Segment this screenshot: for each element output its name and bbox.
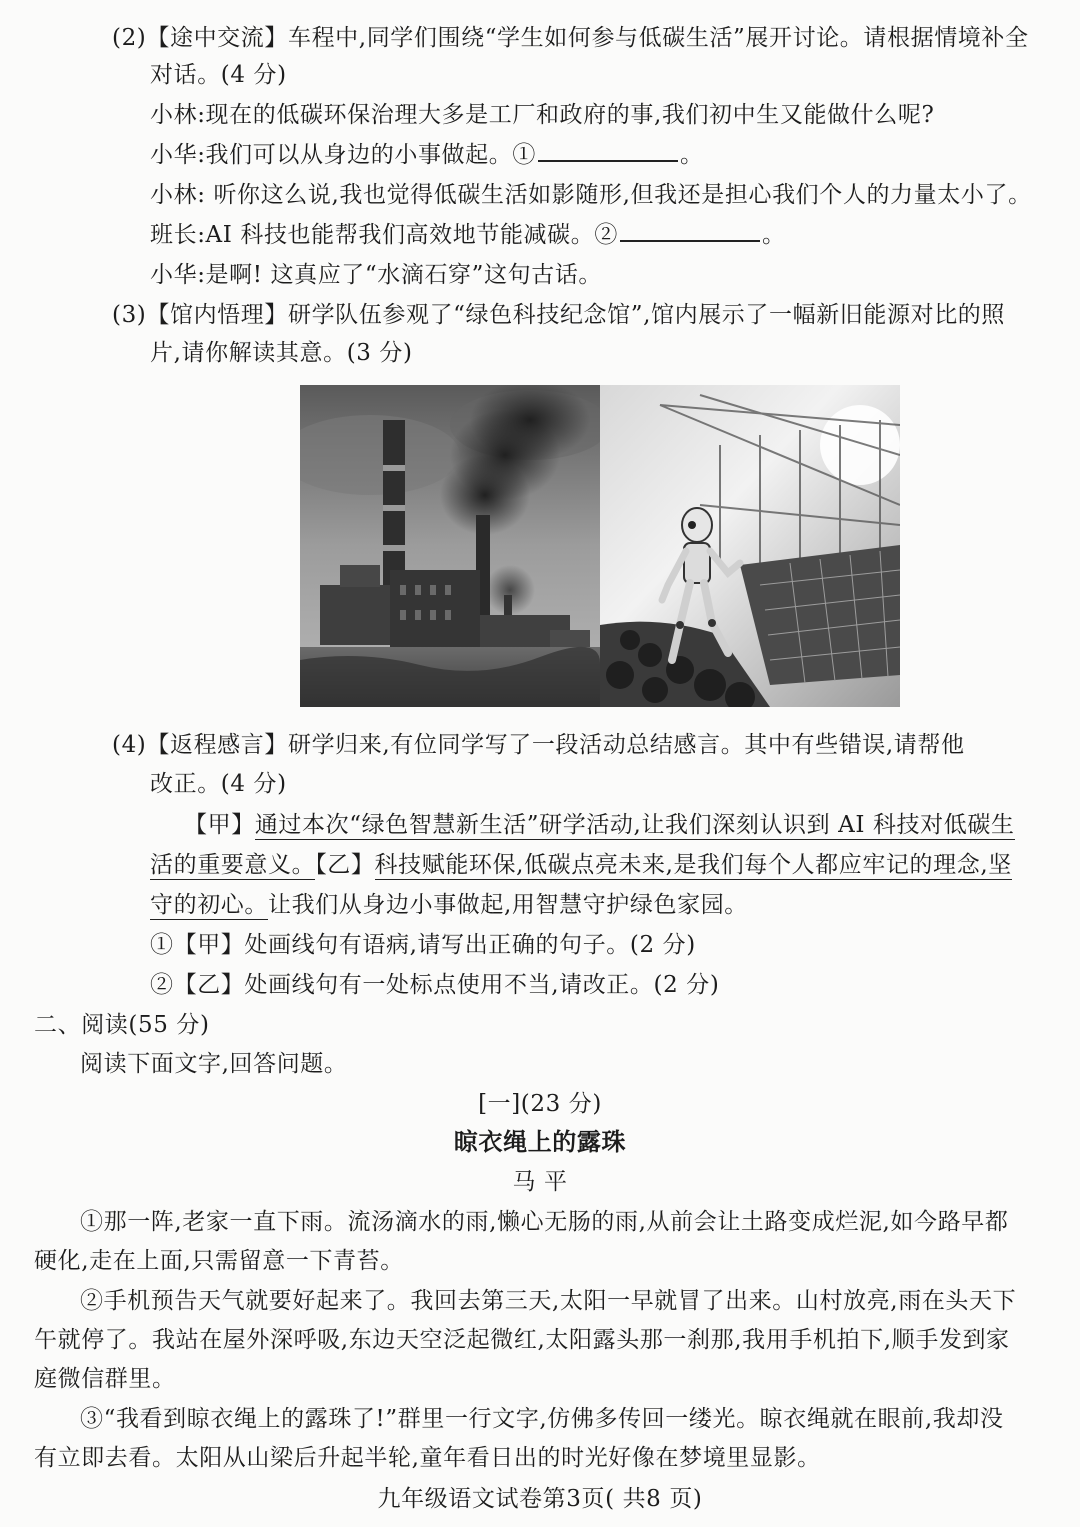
answer-blank-1[interactable] [538,138,678,162]
q4-line-1: (4)【返程感言】研学归来,有位同学写了一段活动总结感言。其中有些错误,请帮他 [112,732,965,758]
reading-intro: 阅读下面文字,回答问题。 [80,1051,348,1077]
factory-scene [300,385,610,707]
q2-line-1: (2)【途中交流】车程中,同学们围绕“学生如何参与低碳生活”展开讨论。请根据情境补全 [112,25,1029,51]
tag-yi: 【乙】 [315,852,375,878]
section-heading: 二、阅读(55 分) [34,1012,210,1038]
article-title: 晾衣绳上的露珠 [453,1127,627,1156]
para-3-line-2: 有立即去看。太阳从山梁后升起半轮,童年看日出的时光好像在梦境里显影。 [34,1445,821,1471]
para-1-line-1: ①那一阵,老家一直下雨。流汤滴水的雨,懒心无肠的雨,从前会让土路变成烂泥,如今路早都 [80,1209,1009,1235]
dialogue-xiaolin-1: 小林:现在的低碳环保治理大多是工厂和政府的事,我们初中生又能做什么呢? [150,102,935,128]
underlined-sentence-jia-cont: 活的重要意义。 [150,852,316,878]
underlined-sentence-jia: 通过本次“绿色智慧新生活”研学活动,让我们深刻认识到 AI 科技对低碳生 [254,812,1015,838]
passage-line-2 [150,848,1012,882]
tag-jia: 【甲】 [184,812,255,838]
passage-line-1 [184,808,1015,842]
para-2-line-1: ②手机预告天气就要好起来了。我回去第三天,太阳一早就冒了出来。山村放亮,雨在头天下 [80,1288,1017,1314]
dialogue-monitor [150,218,786,252]
passage-rest: 让我们从身边小事做起,用智慧守护绿色家园。 [268,892,748,918]
solar-robot-scene [600,385,900,707]
dialogue-monitor-text: 班长:AI 科技也能帮我们高效地节能减碳。② [150,222,618,248]
q4-sub-1: ①【甲】处画线句有语病,请写出正确的句子。(2 分) [150,932,696,958]
dialogue-xiaohua-1-text: 小华:我们可以从身边的小事做起。① [150,142,536,168]
dialogue-xiaolin-2: 小林: 听你这么说,我也觉得低碳生活如影随形,但我还是担心我们个人的力量太小了。 [150,182,1032,208]
q2-line-2: 对话。(4 分) [150,62,287,88]
page-footer: 九年级语文试卷第3页( 共8 页) [377,1486,703,1512]
article-author: 马 平 [512,1169,568,1195]
answer-blank-2[interactable] [620,218,760,242]
q4-sub-2: ②【乙】处画线句有一处标点使用不当,请改正。(2 分) [150,972,720,998]
q3-line-2: 片,请你解读其意。(3 分) [150,340,413,366]
part-label: [一](23 分) [478,1091,602,1117]
para-3-line-1: ③“我看到晾衣绳上的露珠了!”群里一行文字,仿佛多传回一缕光。晾衣绳就在眼前,我却没 [80,1406,1004,1432]
para-2-line-3: 庭微信群里。 [34,1366,176,1392]
q4-line-2: 改正。(4 分) [150,771,287,797]
dialogue-xiaohua-2: 小华:是啊! 这真应了“水滴石穿”这句古话。 [150,262,603,288]
underlined-sentence-yi: 科技赋能环保,低碳点亮未来,是我们每个人都应牢记的理念,坚 [374,852,1012,878]
para-1-line-2: 硬化,走在上面,只需留意一下青苔。 [34,1248,404,1274]
para-2-line-2: 午就停了。我站在屋外深呼吸,东边天空泛起微红,太阳露头那一刹那,我用手机拍下,顺手发到家 [34,1327,1010,1353]
underlined-sentence-yi-cont: 守的初心。 [150,892,268,918]
passage-line-3 [150,888,748,922]
period: 。 [761,222,786,248]
period: 。 [679,142,704,168]
q3-line-1: (3)【馆内悟理】研学队伍参观了“绿色科技纪念馆”,馆内展示了一幅新旧能源对比的照 [112,302,1006,328]
dialogue-xiaohua-1 [150,138,704,172]
energy-comparison-photo [300,385,900,707]
